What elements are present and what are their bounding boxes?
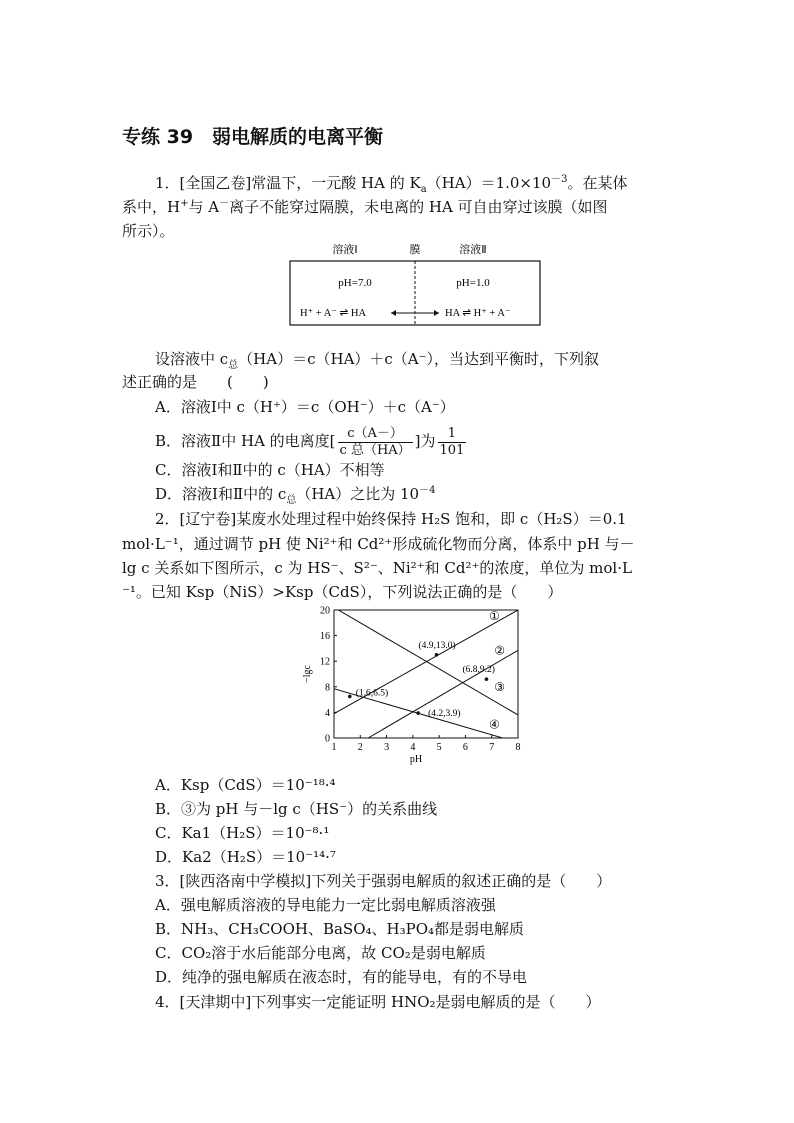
ratio-fraction: $\frac{1}{101}$ (439, 425, 465, 458)
x-axis-label: pH (409, 754, 423, 765)
solution-1-ph: pH=7.0 (338, 277, 372, 289)
q1-option-d: D．溶液Ⅰ和Ⅱ中的 $c_总(HA)$之比为 $10^{-4}$ (155, 485, 436, 506)
q3-line1: 3．[陕西洛南中学模拟]下列关于强弱电解质的叙述正确的是（ ） (155, 872, 612, 890)
q2-line3: lg c 关系如下图所示，c 为 HS⁻、S²⁻、Ni²⁺和 Cd²⁺的浓度，单位为 mol·L (122, 559, 632, 577)
intersection-label: (4.9,13.0) (418, 640, 456, 651)
intersection-point (485, 677, 489, 681)
ph-lgc-chart (298, 600, 538, 772)
solution-1-equilibrium: H⁺ + A⁻ ⇌ HA (300, 308, 367, 319)
q2-line4: ⁻¹。已知 Ksp（NiS）>Ksp（CdS），下列说法正确的是（ ） (122, 583, 563, 601)
y-axis-label: −lgc (302, 665, 313, 683)
q3-option-d: D．纯净的强电解质在液态时，有的能导电，有的不导电 (155, 968, 528, 986)
intersection-label: (6.8,9.2) (462, 665, 495, 676)
y-tick-label: 20 (320, 605, 330, 617)
x-tick-label: 3 (384, 742, 390, 753)
membrane-diagram (285, 241, 545, 329)
ionization-fraction: $\frac{c(A-)}{\text{c 总（HA）}}$ (339, 425, 411, 458)
x-tick-label: 8 (515, 742, 521, 753)
x-tick-label: 7 (489, 742, 495, 753)
q2-option-c: C．Ka1（H₂S）＝10⁻⁸·¹ (155, 824, 330, 842)
x-tick-label: 5 (436, 742, 442, 753)
q1-line5: 述正确的是 ( ) (122, 373, 269, 391)
y-tick-label: 8 (325, 682, 330, 694)
page-title: 专练 39 弱电解质的电离平衡 (122, 126, 384, 148)
q1-line4: 设溶液中 $c_总(HA)=c(HA)+c(A^-)$，当达到平衡时，下列叙 (155, 350, 600, 371)
series-label-2: ② (494, 643, 505, 658)
intersection-point (435, 653, 439, 657)
series-label-3: ③ (494, 679, 505, 694)
q1-line1: 1．[全国乙卷]常温下，一元酸 HA 的 $K_a(HA)=1.0\times 10^{-3}$。在某体 (155, 174, 628, 195)
q1-option-a: A．溶液Ⅰ中 c（H⁺）＝c（OH⁻）＋c（A⁻） (155, 398, 455, 416)
membrane-label: 膜 (409, 244, 421, 256)
q1-line2: 系中，H+与 A－离子不能穿过隔膜，未电离的 HA 可自由穿过该膜（如图 (122, 198, 608, 216)
solution-2-label: 溶液Ⅱ (459, 244, 487, 256)
intersection-label: (4.2,3.9) (428, 709, 461, 720)
series-label-4: ④ (488, 717, 500, 732)
intersection-point (416, 711, 420, 715)
solution-2-equilibrium: HA ⇌ H⁺ + A⁻ (445, 308, 511, 319)
q1-option-b: B．溶液Ⅱ中 HA 的电离度[ $\frac{c(A-)}{\text{c 总（HA）}}$ ]为 $\frac{1}{101}$ (155, 425, 465, 458)
q3-option-a: A．强电解质溶液的导电能力一定比弱电解质溶液强 (155, 896, 496, 914)
solution-1-label: 溶液Ⅰ (332, 244, 358, 256)
q4-line1: 4．[天津期中]下列事实一定能证明 HNO₂是弱电解质的是（ ） (155, 993, 601, 1011)
series-line-3 (334, 607, 518, 715)
q2-option-d: D．Ka2（H₂S）＝10⁻¹⁴·⁷ (155, 848, 336, 866)
x-tick-label: 6 (462, 742, 468, 753)
series-label-1: ① (488, 608, 500, 623)
intersection-point (348, 695, 352, 699)
x-tick-label: 4 (410, 742, 416, 753)
q1-line3: 所示）。 (122, 222, 175, 240)
q1-option-c: C．溶液Ⅰ和Ⅱ中的 c（HA）不相等 (155, 461, 385, 479)
intersection-label: (1.6,6.5) (355, 688, 389, 699)
q2-option-a: A．Ksp（CdS）＝10⁻¹⁸·⁴ (155, 776, 336, 794)
y-tick-label: 16 (320, 631, 330, 643)
solution-2-ph: pH=1.0 (456, 277, 490, 289)
q2-option-b: B．③为 pH 与－lg c（HS⁻）的关系曲线 (155, 800, 438, 818)
y-tick-label: 4 (325, 707, 330, 719)
x-tick-label: 1 (331, 742, 337, 753)
q3-option-c: C．CO₂溶于水后能部分电离，故 CO₂是弱电解质 (155, 944, 486, 962)
y-tick-label: 0 (325, 733, 330, 745)
q3-option-b: B．NH₃、CH₃COOH、BaSO₄、H₃PO₄都是弱电解质 (155, 920, 525, 938)
x-tick-label: 2 (357, 742, 363, 753)
y-tick-label: 12 (320, 656, 330, 668)
q2-line2: mol·L⁻¹，通过调节 pH 使 Ni²⁺和 Cd²⁺形成硫化物而分离，体系中 pH 与－ (122, 535, 635, 553)
q2-line1: 2．[辽宁卷]某废水处理过程中始终保持 H₂S 饱和，即 c（H₂S）＝0.1 (155, 510, 627, 528)
